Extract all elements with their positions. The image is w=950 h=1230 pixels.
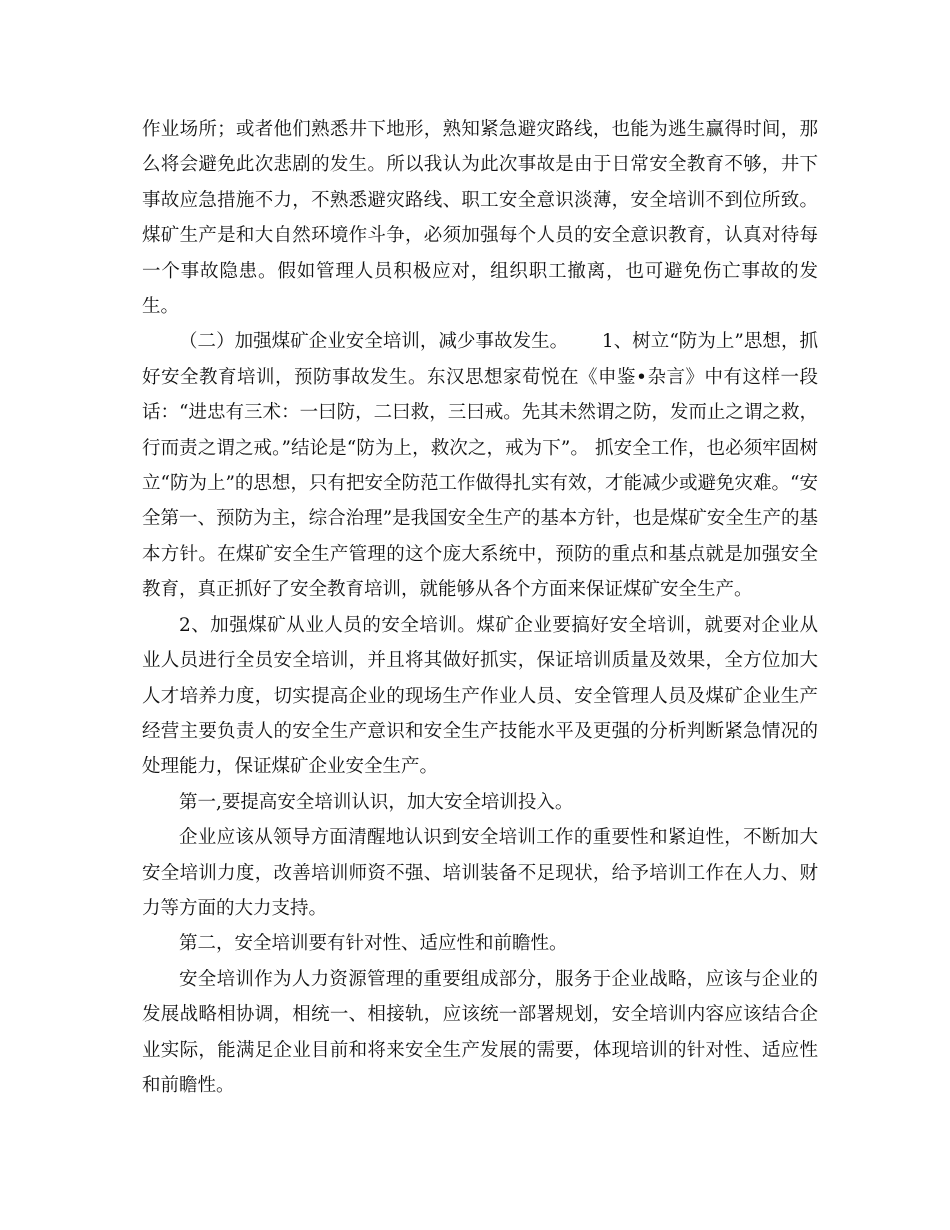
paragraph-6: 第二，安全培训要有针对性、适应性和前瞻性。	[179, 933, 568, 955]
paragraph-7: 安全培训作为人力资源管理的重要组成部分，服务于企业战略，应该与企业的发展战略相协调，相统一、相接轨，应该统一部署规划，安全培训内容应该结合企业实际，能满足企业目前和将来安全生产发展的需要，体现培训的针对性、适应性和前瞻性。	[142, 968, 818, 1096]
paragraph-4: 第一,要提高安全培训认识，加大安全培训投入。	[179, 791, 574, 813]
paragraph-5: 企业应该从领导方面清醒地认识到安全培训工作的重要性和紧迫性，不断加大安全培训力度，改善培训师资不强、培训装备不足现状，给予培训工作在人力、财力等方面的大力支持。	[142, 827, 818, 919]
paragraph-3: 2、加强煤矿从业人员的安全培训。煤矿企业要搞好安全培训，就要对企业从业人员进行全员安全培训，并且将其做好抓实，保证培训质量及效果，全方位加大人才培养力度，切实提高企业的现场生产作业人员、安全管理人员及煤矿企业生产经营主要负责人的安全生产意识和安全生产技能水平及更强的分析判断紧急情况的处理能力，保证煤矿企业安全生产。	[142, 614, 818, 778]
paragraph-2: （二）加强煤矿企业安全培训，减少事故发生。 1、树立“防为上”思想，抓好安全教育培训，预防事故发生。东汉思想家荀悦在《申鉴•杂言》中有这样一段话：“进忠有三术：一曰防，二曰救，三曰戒。先其未然谓之防，发而止之谓之救，行而责之谓之戒。”结论是“防为上，救次之，戒为下”。 抓安全工作，也必须牢固树立“防为上”的思想，只有把安全防范工作做得扎实有效，才能减少或避免灾难。“安全第一、预防为主，综合治理”是我国安全生产的基本方针，也是煤矿安全生产的基本方针。在煤矿安全生产管理的这个庞大系统中，预防的重点和基点就是加强安全教育，真正抓好了安全教育培训，就能够从各个方面来保证煤矿安全生产。	[142, 331, 818, 601]
document-body	[142, 112, 818, 1103]
paragraph-1: 作业场所；或者他们熟悉井下地形，熟知紧急避灾路线，也能为逃生赢得时间，那么将会避免此次悲剧的发生。所以我认为此次事故是由于日常安全教育不够，井下事故应急措施不力，不熟悉避灾路线、职工安全意识淡薄，安全培训不到位所致。煤矿生产是和大自然环境作斗争，必须加强每个人员的安全意识教育，认真对待每一个事故隐患。假如管理人员积极应对，组织职工撤离，也可避免伤亡事故的发生。	[142, 119, 818, 318]
